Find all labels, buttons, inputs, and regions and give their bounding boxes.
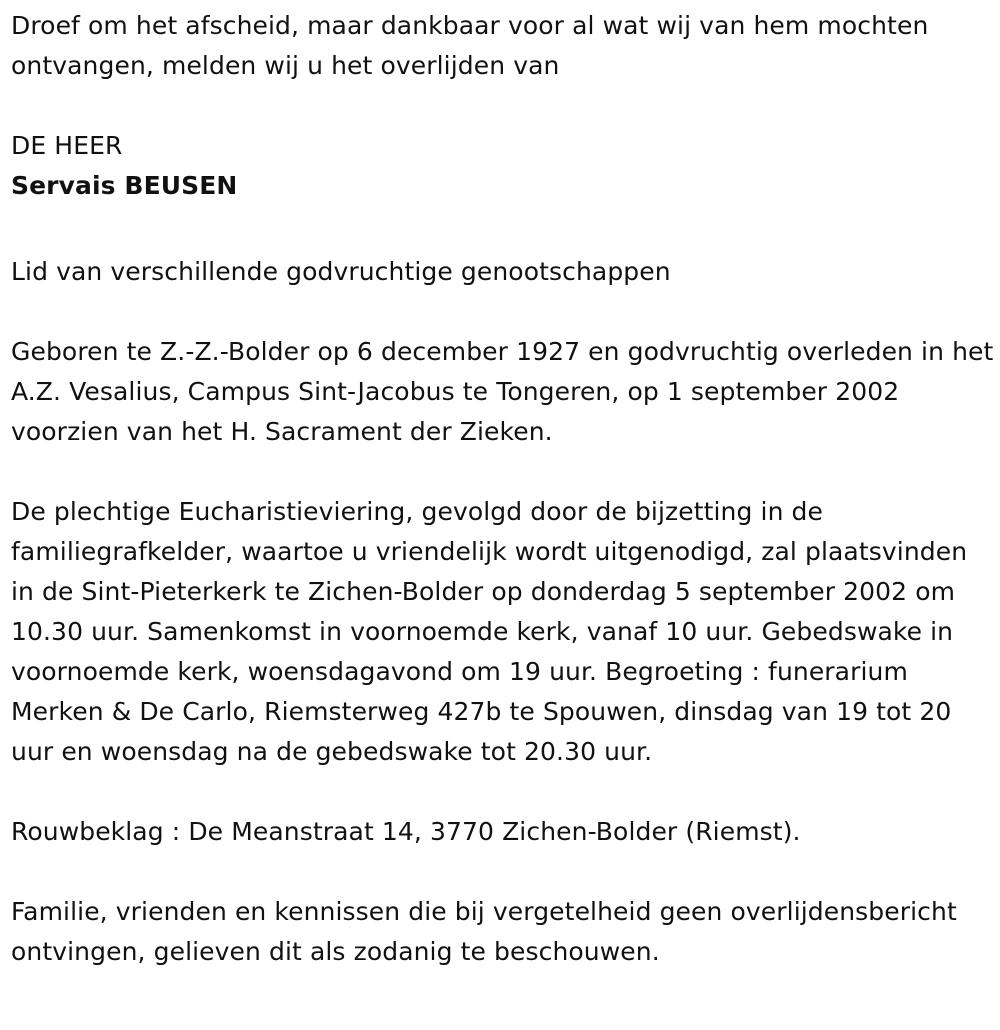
obituary-notice (11, 6, 995, 972)
birth-death-paragraph: Geboren te Z.-Z.-Bolder op 6 december 1927 en godvruchtig overleden in het A.Z. Vesalius, Campus Sint-Jacobus te Tongeren, op 1 september 2002 voorzien van het H. Sacrament der Zieken. (11, 337, 994, 446)
closing-paragraph: Familie, vrienden en kennissen die bij vergetelheid geen overlijdensbericht ontvingen, gelieven dit als zodanig te beschouwen. (11, 897, 957, 966)
membership-paragraph: Lid van verschillende godvruchtige genootschappen (11, 257, 671, 286)
deceased-name: Servais BEUSEN (11, 171, 238, 200)
condolences-paragraph: Rouwbeklag : De Meanstraat 14, 3770 Zichen-Bolder (Riemst). (11, 817, 801, 846)
intro-paragraph: Droef om het afscheid, maar dankbaar voor al wat wij van hem mochten ontvangen, melden wij u het overlijden van (11, 11, 929, 80)
ceremony-paragraph: De plechtige Eucharistieviering, gevolgd door de bijzetting in de familiegrafkelder, waartoe u vriendelijk wordt uitgenodigd, zal plaatsvinden in de Sint-Pieterkerk te Zichen-Bolder op donderdag 5 september 2002 om 10.30 uur. Samenkomst in voornoemde kerk, vanaf 10 uur. Gebedswake in voornoemde kerk, woensdagavond om 19 uur. Begroeting : funerarium Merken & De Carlo, Riemsterweg 427b te Spouwen, dinsdag van 19 tot 20 uur en woensdag na de gebedswake tot 20.30 uur. (11, 497, 968, 766)
honorific-title: DE HEER (11, 131, 123, 160)
